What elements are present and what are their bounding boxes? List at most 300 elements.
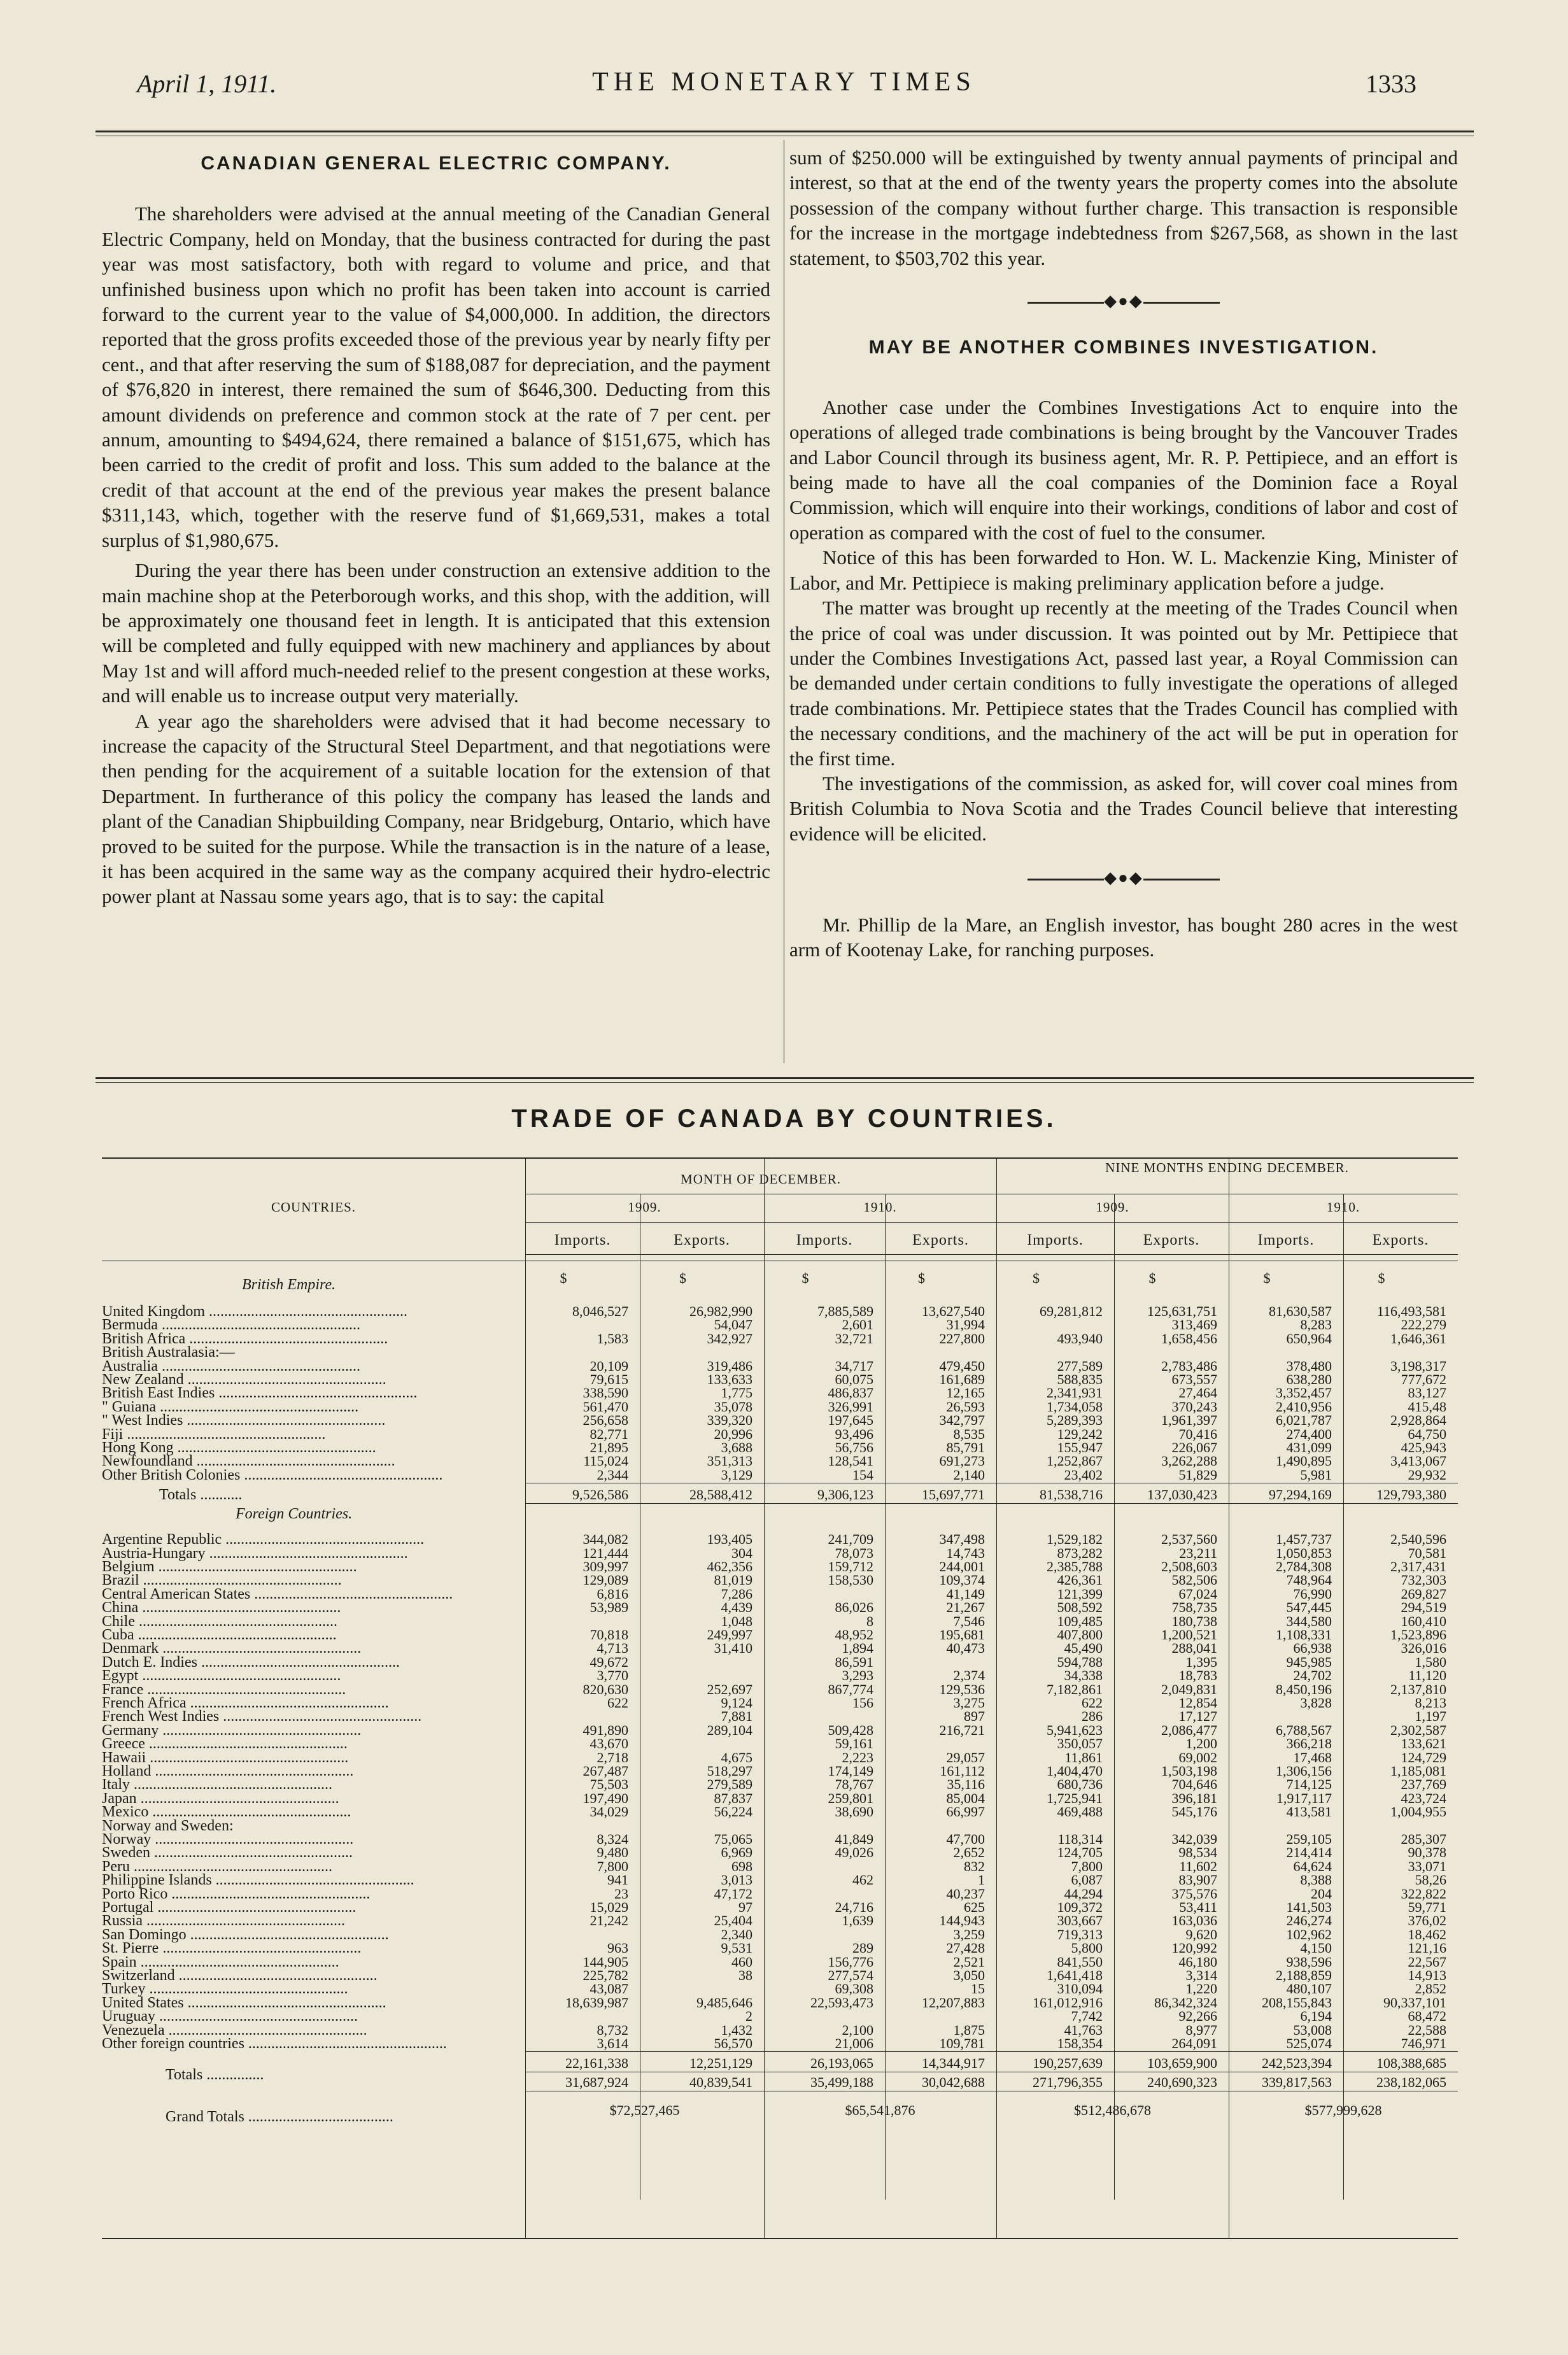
table-cell: 338,590 (583, 1385, 628, 1401)
table-cell: 2,341,931 (1047, 1385, 1103, 1401)
table-cell: 2,140 (953, 1466, 985, 1483)
british-total-cell: 129,793,380 (1376, 1487, 1446, 1503)
table-cell: 704,646 (1171, 1776, 1217, 1793)
table-cell: 5,941,623 (1047, 1722, 1103, 1738)
table-cell: 1,894 (842, 1640, 873, 1657)
table-cell: 155,947 (1057, 1439, 1103, 1455)
col-header: Imports. (796, 1232, 853, 1248)
table-cell: 351,313 (707, 1453, 752, 1469)
table-cell: 508,592 (1057, 1599, 1103, 1616)
table-cell: 5,800 (1071, 1940, 1103, 1956)
table-cell: 98,534 (1178, 1844, 1217, 1861)
table-cell: 53,008 (1293, 2021, 1332, 2038)
table-cell: 8,732 (597, 2021, 628, 2038)
table-row-country: Peru .................................................... (102, 1858, 332, 1875)
table-cell: 303,667 (1057, 1913, 1103, 1929)
table-cell: 90,337,101 (1383, 1994, 1446, 2011)
table-cell: 7,742 (1071, 2008, 1103, 2025)
table-row-country: Spain .................................................... (102, 1953, 339, 1970)
table-cell: 116,493,581 (1376, 1303, 1446, 1319)
grand-total-cell: $72,527,465 (609, 2102, 680, 2119)
table-cell: 69,308 (835, 1981, 873, 1997)
year-header: 1910. (1326, 1199, 1360, 1215)
table-cell: 347,498 (939, 1531, 985, 1548)
table-row-country: French Africa .................................................... (102, 1695, 389, 1711)
table-cell: 38 (738, 1967, 752, 1983)
table-cell: 841,550 (1057, 1953, 1103, 1970)
table-cell: 867,774 (828, 1681, 873, 1697)
table-cell: 86,591 (835, 1653, 873, 1670)
table-cell: 344,580 (1286, 1613, 1332, 1629)
table-cell: 3,050 (953, 1967, 985, 1983)
table-cell: 47,172 (714, 1885, 752, 1902)
table-cell: 3,275 (953, 1695, 985, 1711)
table-cell: 8,977 (1185, 2021, 1217, 2038)
table-cell: 14,913 (1408, 1967, 1446, 1983)
table-cell: 1,395 (1185, 1653, 1217, 1670)
table-row-country: Germany .................................................... (102, 1722, 362, 1739)
table-cell: 1,583 (597, 1330, 628, 1347)
table-row-country: Belgium .................................................... (102, 1559, 357, 1575)
table-cell: 83,907 (1178, 1872, 1217, 1888)
table-row-country: St. Pierre .................................................... (102, 1940, 362, 1957)
col-header: Exports. (912, 1232, 969, 1248)
article-heading-combines: MAY BE ANOTHER COMBINES INVESTIGATION. (868, 337, 1379, 358)
table-cell: 46,180 (1178, 1953, 1217, 1970)
table-cell: 2,601 (842, 1317, 873, 1333)
table-cell: 7,885,589 (817, 1303, 873, 1319)
table-cell: 15,029 (590, 1899, 628, 1915)
table-cell: 161,689 (939, 1371, 985, 1387)
table-cell: 18,462 (1408, 1926, 1446, 1942)
table-cell: 160,410 (1401, 1613, 1446, 1629)
table-cell: 2,521 (953, 1953, 985, 1970)
table-cell: 269,827 (1401, 1585, 1446, 1602)
table-cell: 53,989 (590, 1599, 628, 1616)
table-row-country: Newfoundland .................................................... (102, 1453, 395, 1470)
foreign-total-cell: 12,251,129 (689, 2055, 752, 2072)
table-cell: 109,372 (1057, 1899, 1103, 1915)
article-heading-cge: CANADIAN GENERAL ELECTRIC COMPANY. (201, 153, 672, 174)
table-cell: 897 (964, 1708, 985, 1725)
table-cell: 70,416 (1178, 1425, 1217, 1442)
table-cell: 78,073 (835, 1545, 873, 1561)
table-cell: 195,681 (939, 1627, 985, 1643)
table-cell: 26,982,990 (689, 1303, 752, 1319)
combined-total-cell: 238,182,065 (1376, 2074, 1446, 2091)
table-cell: 129,089 (583, 1572, 628, 1588)
table-cell: 342,927 (707, 1330, 752, 1347)
col-header: Exports. (1372, 1232, 1429, 1248)
table-cell: 462 (852, 1872, 873, 1888)
grand-totals-label: Grand Totals ...................................... (166, 2109, 393, 2126)
table-cell: 4,713 (597, 1640, 628, 1657)
page-date: April 1, 1911. (137, 69, 277, 98)
table-cell: 22,588 (1408, 2021, 1446, 2038)
table-cell: 746,971 (1401, 2035, 1446, 2051)
table-row-country: British Africa .................................................... (102, 1330, 388, 1347)
table-cell: 83,127 (1408, 1385, 1446, 1401)
table-cell: 23,402 (1064, 1466, 1103, 1483)
table-cell: 2,385,788 (1047, 1559, 1103, 1574)
table-cell: 1,185,081 (1390, 1763, 1446, 1779)
table-cell: 1,200,521 (1161, 1627, 1217, 1643)
table-cell: 78,767 (835, 1776, 873, 1793)
table-row-country: Norway .................................................... (102, 1831, 354, 1848)
table-row-country: Switzerland .................................................... (102, 1967, 378, 1984)
table-cell: 748,964 (1286, 1572, 1332, 1588)
table-cell: 8,388 (1300, 1872, 1332, 1888)
table-cell: 6,788,567 (1276, 1722, 1332, 1738)
table-cell: 2,302,587 (1390, 1722, 1446, 1738)
table-cell: 698 (731, 1858, 752, 1874)
table-row-country: " Guiana .................................................... (102, 1398, 359, 1415)
table-cell: 289,104 (707, 1722, 752, 1738)
table-cell: 2,049,831 (1161, 1681, 1217, 1697)
table-cell: 415,48 (1408, 1398, 1446, 1415)
table-cell: 129,242 (1057, 1425, 1103, 1442)
table-cell: 691,273 (939, 1453, 985, 1469)
table-row-country: Uruguay .................................................... (102, 2008, 358, 2025)
table-cell: 1,580 (1415, 1653, 1446, 1670)
table-cell: 7,286 (721, 1585, 752, 1602)
table-cell: 85,791 (946, 1439, 985, 1455)
table-cell: 963 (607, 1940, 628, 1956)
table-cell: 2,718 (597, 1749, 628, 1765)
table-cell: 304 (731, 1545, 752, 1561)
table-row-country: China .................................................... (102, 1599, 341, 1616)
table-cell: 97 (738, 1899, 752, 1915)
table-cell: 6,021,787 (1276, 1412, 1332, 1429)
table-cell: 5,981 (1300, 1466, 1332, 1483)
table-year-rule (525, 1222, 1458, 1223)
table-cell: 35,078 (714, 1398, 752, 1415)
table-cell: 75,503 (590, 1776, 628, 1793)
table-cell: 8,213 (1415, 1695, 1446, 1711)
table-cell: 582,506 (1171, 1572, 1217, 1588)
british-total-cell: 15,697,771 (922, 1487, 985, 1503)
table-cell: 3,129 (721, 1466, 752, 1483)
table-cell: 225,782 (583, 1967, 628, 1983)
article-paragraph: During the year there has been under construction an extensive addition to the main machine shop at the Peterborough works, and this shop, with the addition, will be approximately one thousand feet in length. It is anticipated that this extension will be completed and fully equipped with new machinery and appliances by about May 1st and will afford much-needed relief to the present congestion at these works, and will enable us to increase output very materially. (102, 559, 770, 707)
table-row-country: Central American States .................................................... (102, 1585, 453, 1602)
table-cell: 286 (1082, 1708, 1103, 1725)
table-cell: 719,313 (1057, 1926, 1103, 1942)
table-cell: 9,124 (721, 1695, 752, 1711)
combined-total-cell: 30,042,688 (922, 2074, 985, 2091)
table-cell: 941 (607, 1872, 628, 1888)
table-cell: 17,127 (1178, 1708, 1217, 1725)
table-cell: 274,400 (1286, 1425, 1332, 1442)
article-paragraph: Notice of this has been forwarded to Hon. W. L. Mackenzie King, Minister of Labor, and Mr. Pettipiece is making preliminary application before a judge. (789, 546, 1458, 594)
table-cell: 18,639,987 (565, 1994, 628, 2011)
table-cell: 87,837 (714, 1790, 752, 1806)
table-cell: 54,047 (714, 1317, 752, 1333)
table-cell: 486,837 (828, 1385, 873, 1401)
table-cell: 673,557 (1171, 1371, 1217, 1387)
table-cell: 1,252,867 (1047, 1453, 1103, 1469)
british-total-cell: 81,538,716 (1040, 1487, 1103, 1503)
table-cell: 2,086,477 (1161, 1722, 1217, 1738)
table-cell: 156,776 (828, 1953, 873, 1970)
table-cell: 375,576 (1171, 1885, 1217, 1902)
table-cell: 820,630 (583, 1681, 628, 1697)
table-cell: 431,099 (1286, 1439, 1332, 1455)
table-cell: 3,013 (721, 1872, 752, 1888)
table-cell: 2,100 (842, 2021, 873, 2038)
table-cell: 56,570 (714, 2035, 752, 2051)
foreign-total-cell: 22,161,338 (565, 2055, 628, 2072)
table-cell: 75,065 (714, 1831, 752, 1847)
table-cell: 227,800 (939, 1330, 985, 1347)
table-row-country: New Zealand .................................................... (102, 1371, 386, 1388)
grand-total-cell: $512,486,678 (1074, 2102, 1151, 2119)
table-cell: 79,615 (590, 1371, 628, 1387)
table-cell: 547,445 (1286, 1599, 1332, 1616)
table-cell: 3,413,067 (1390, 1453, 1446, 1469)
table-cell: 249,997 (707, 1627, 752, 1643)
table-cell: 161,112 (940, 1763, 985, 1779)
table-cell: 22,593,473 (810, 1994, 873, 2011)
table-cell: 2,344 (597, 1466, 628, 1483)
table-cell: 6,194 (1300, 2008, 1332, 2025)
table-cell: 121,444 (583, 1545, 628, 1561)
combined-total-cell: 40,839,541 (689, 2074, 752, 2091)
table-row-country: Austria-Hungary .................................................... (102, 1545, 408, 1562)
combined-total-cell: 339,817,563 (1262, 2074, 1332, 2091)
table-cell: 214,414 (1286, 1844, 1332, 1861)
table-cell: 208,155,843 (1262, 1994, 1332, 2011)
table-cell: 59,161 (835, 1736, 873, 1752)
table-row-country: Other British Colonies .................................................... (102, 1466, 443, 1483)
table-cell: 120,992 (1171, 1940, 1217, 1956)
nine-months-group-header: NINE MONTHS ENDING DECEMBER. (1105, 1160, 1349, 1175)
table-cell: 625 (964, 1899, 985, 1915)
table-cell: 460 (731, 1953, 752, 1970)
dollar-sign: $ (1263, 1270, 1271, 1286)
table-cell: 68,472 (1408, 2008, 1446, 2025)
table-cell: 594,788 (1057, 1653, 1103, 1670)
table-cell: 226,067 (1171, 1439, 1217, 1455)
table-cell: 277,589 (1057, 1357, 1103, 1374)
table-cell: 1,639 (842, 1913, 873, 1929)
table-cell: 1,658,456 (1161, 1330, 1217, 1347)
table-row-country: Japan .................................................... (102, 1790, 339, 1807)
table-cell: 638,280 (1286, 1371, 1332, 1387)
british-totals-label: Totals ........... (159, 1487, 243, 1504)
table-cell: 1,734,058 (1047, 1398, 1103, 1415)
totals-rule (525, 2051, 1458, 2052)
table-cell: 259,801 (828, 1790, 873, 1806)
table-cell: 51,829 (1178, 1466, 1217, 1483)
table-row-country: Dutch E. Indies .................................................... (102, 1653, 400, 1671)
table-cell: 82,771 (590, 1425, 628, 1442)
table-top-rule (102, 1157, 1458, 1159)
table-cell: 1,220 (1185, 1981, 1217, 1997)
table-cell: 60,075 (835, 1371, 873, 1387)
table-row-country: Italy .................................................... (102, 1776, 332, 1793)
british-total-cell: 9,526,586 (572, 1487, 628, 1503)
table-cell: 86,342,324 (1154, 1994, 1217, 2011)
combined-total-cell: 240,690,323 (1147, 2074, 1217, 2091)
table-cell: 407,800 (1057, 1627, 1103, 1643)
table-cell: 115,024 (583, 1453, 628, 1469)
table-cell: 1,457,737 (1276, 1531, 1332, 1548)
table-row-country: Denmark .................................................... (102, 1640, 362, 1657)
table-cell: 9,480 (597, 1844, 628, 1861)
table-cell: 64,624 (1293, 1858, 1332, 1874)
table-cell: 21,895 (590, 1439, 628, 1455)
dollar-sign: $ (1033, 1270, 1040, 1286)
table-cell: 133,621 (1401, 1736, 1446, 1752)
table-cell: 1,050,853 (1276, 1545, 1332, 1561)
table-cell: 2,652 (953, 1844, 985, 1861)
table-cell: 24,716 (835, 1899, 873, 1915)
table-cell: 246,274 (1286, 1913, 1332, 1929)
table-cell: 252,697 (707, 1681, 752, 1697)
foreign-total-cell: 26,193,065 (810, 2055, 873, 2072)
table-row-country: Argentine Republic .................................................... (102, 1531, 425, 1548)
table-cell: 2,188,859 (1276, 1967, 1332, 1983)
dollar-sign: $ (918, 1270, 925, 1286)
foreign-total-cell: 190,257,639 (1033, 2055, 1103, 2072)
table-header-rule (525, 1254, 1458, 1255)
table-cell: 3,262,288 (1161, 1453, 1217, 1469)
table-cell: 222,279 (1401, 1317, 1446, 1333)
table-cell: 22,567 (1408, 1953, 1446, 1970)
table-cell: 469,488 (1057, 1804, 1103, 1820)
british-total-cell: 28,588,412 (689, 1487, 752, 1503)
table-cell: 310,094 (1057, 1981, 1103, 1997)
table-cell: 144,905 (583, 1953, 628, 1970)
table-cell: 17,468 (1293, 1749, 1332, 1765)
table-cell: 376,02 (1408, 1913, 1446, 1929)
table-cell: 5,289,393 (1047, 1412, 1103, 1429)
article-continuation: sum of $250.000 will be extinguished by twenty annual payments of principal and interest, so that at the end of the twenty years the property comes into the absolute possession of the company without further charge. This transaction is responsible for the increase in the mortgage indebtedness from $267,568, as shown in the last statement, to $503,702 this year. (789, 146, 1458, 269)
table-row-country: British East Indies .................................................... (102, 1385, 418, 1402)
table-cell: 12,165 (946, 1385, 985, 1401)
combined-total-cell: 35,499,188 (810, 2074, 873, 2091)
table-cell: 2 (745, 2008, 752, 2025)
table-cell: 45,490 (1064, 1640, 1103, 1657)
combined-total-cell: 31,687,924 (565, 2074, 628, 2091)
foreign-total-cell: 14,344,917 (922, 2055, 985, 2072)
table-cell: 413,581 (1286, 1804, 1332, 1820)
table-row-country: Philippine Islands .................................................... (102, 1872, 414, 1889)
table-cell: 1,197 (1415, 1708, 1446, 1725)
table-row-country: Portugal .................................................... (102, 1899, 357, 1916)
table-cell: 732,303 (1401, 1572, 1446, 1588)
table-cell: 197,490 (583, 1790, 628, 1806)
table-cell: 3,614 (597, 2035, 628, 2051)
table-cell: 1,775 (721, 1385, 752, 1401)
table-cell: 32,721 (835, 1330, 873, 1347)
table-row-country: Porto Rico .................................................... (102, 1885, 371, 1902)
table-cell: 873,282 (1057, 1545, 1103, 1561)
table-row-country: Other foreign countries .................................................... (102, 2035, 447, 2052)
table-cell: 680,736 (1057, 1776, 1103, 1793)
table-cell: 2,540,596 (1390, 1531, 1446, 1548)
ornament-divider: ◆●◆ (789, 288, 1458, 313)
table-cell: 8,450,196 (1276, 1681, 1332, 1697)
table-cell: 319,486 (707, 1357, 752, 1374)
table-cell: 109,374 (939, 1572, 985, 1588)
table-cell: 159,712 (828, 1559, 873, 1574)
table-cell: 41,849 (835, 1831, 873, 1847)
table-cell: 133,633 (707, 1371, 752, 1387)
table-cell: 29,932 (1408, 1466, 1446, 1483)
table-cell: 158,530 (828, 1572, 873, 1588)
table-cell: 277,574 (828, 1967, 873, 1983)
table-cell: 12,207,883 (922, 1994, 985, 2011)
table-cell: 289 (852, 1940, 873, 1956)
table-cell: 20,109 (590, 1357, 628, 1374)
table-cell: 339,320 (707, 1412, 752, 1429)
table-cell: 462,356 (707, 1559, 752, 1574)
table-row-country: Chile .................................................... (102, 1613, 337, 1630)
table-cell: 588,835 (1057, 1371, 1103, 1387)
table-cell: 267,487 (583, 1763, 628, 1779)
table-cell: 109,781 (939, 2035, 985, 2051)
table-cell: 18,783 (1178, 1667, 1217, 1684)
table-cell: 58,26 (1415, 1872, 1446, 1888)
table-cell: 76,990 (1293, 1585, 1332, 1602)
page-title: THE MONETARY TIMES (592, 67, 976, 97)
table-cell: 121,399 (1057, 1585, 1103, 1602)
table-cell: 2,508,603 (1161, 1559, 1217, 1574)
table-cell: 6,816 (597, 1585, 628, 1602)
article-paragraph: The matter was brought up recently at the meeting of the Trades Council when the price of coal was under discussion. It was pointed out by Mr. Pettipiece that under the Combines Investigations Act, passed last year, a Royal Commission can be demanded under certain conditions to fully investigate the operations of alleged trade combinations. Mr. Pettipiece states that the Trades Council has complied with the necessary conditions, and the machinery of the act will be put in operation for the first time. (789, 597, 1458, 770)
col-header: Imports. (1027, 1232, 1084, 1248)
dollar-sign: $ (802, 1270, 809, 1286)
table-cell: 9,531 (721, 1940, 752, 1956)
table-cell: 34,029 (590, 1804, 628, 1820)
table-cell: 777,672 (1401, 1371, 1446, 1387)
table-cell: 27,428 (946, 1940, 985, 1956)
table-cell: 67,024 (1178, 1585, 1217, 1602)
table-cell: 15 (971, 1981, 985, 1997)
table-cell: 35,116 (947, 1776, 985, 1793)
table-cell: 6,087 (1071, 1872, 1103, 1888)
table-cell: 144,943 (939, 1913, 985, 1929)
table-cell: 241,709 (828, 1531, 873, 1548)
table-cell: 1,725,941 (1047, 1790, 1103, 1806)
grand-total-cell: $65,541,876 (845, 2102, 915, 2119)
table-row-country: United Kingdom .................................................... (102, 1303, 407, 1320)
table-cell: 102,962 (1286, 1926, 1332, 1942)
table-cell: 180,738 (1171, 1613, 1217, 1629)
table-cell: 8,535 (953, 1425, 985, 1442)
table-cell: 288,041 (1171, 1640, 1217, 1657)
countries-header: COUNTRIES. (271, 1199, 357, 1215)
table-cell: 43,670 (590, 1736, 628, 1752)
table-cell: 259,105 (1286, 1831, 1332, 1847)
table-cell: 370,243 (1171, 1398, 1217, 1415)
table-row-country: French West Indies .................................................... (102, 1708, 422, 1725)
table-cell: 9,485,646 (696, 1994, 752, 2011)
table-cell: 3,352,457 (1276, 1385, 1332, 1401)
totals-rule (525, 1503, 1458, 1504)
dollar-sign: $ (560, 1270, 567, 1286)
table-cell: 141,503 (1286, 1899, 1332, 1915)
table-cell: 650,964 (1286, 1330, 1332, 1347)
table-row-country: France .................................................... (102, 1681, 346, 1698)
table-cell: 344,082 (583, 1531, 628, 1548)
table-cell: 3,828 (1300, 1695, 1332, 1711)
year-header: 1910. (863, 1199, 897, 1215)
article-paragraph: The shareholders were advised at the annual meeting of the Canadian General Electric Company, held on Monday, that the business contracted for during the past year was most satisfactory, both with regard to volume and price, and that unfinished business upon which no profit has been taken into account is carried forward to the current year to the value of $4,000,000. In addition, the directors reported that the gross profits exceeded those of the previous year by nearly fifty per cent., and that after reserving the sum of $188,087 for depreciation, and the payment of $76,820 in interest, there remained the sum of $646,300. Deducting from this amount dividends on preference and common stock at the rate of 7 per cent. per annum, amounting to $494,624, there remained a balance of $151,675, which has been carried to the credit of profit and loss. This sum added to the balance at the credit of that account at the end of the previous year makes the present balance $311,143, which, together with the reserve fund of $1,669,531, makes a total surplus of $1,980,675. (102, 202, 770, 551)
table-cell: 69,002 (1178, 1749, 1217, 1765)
